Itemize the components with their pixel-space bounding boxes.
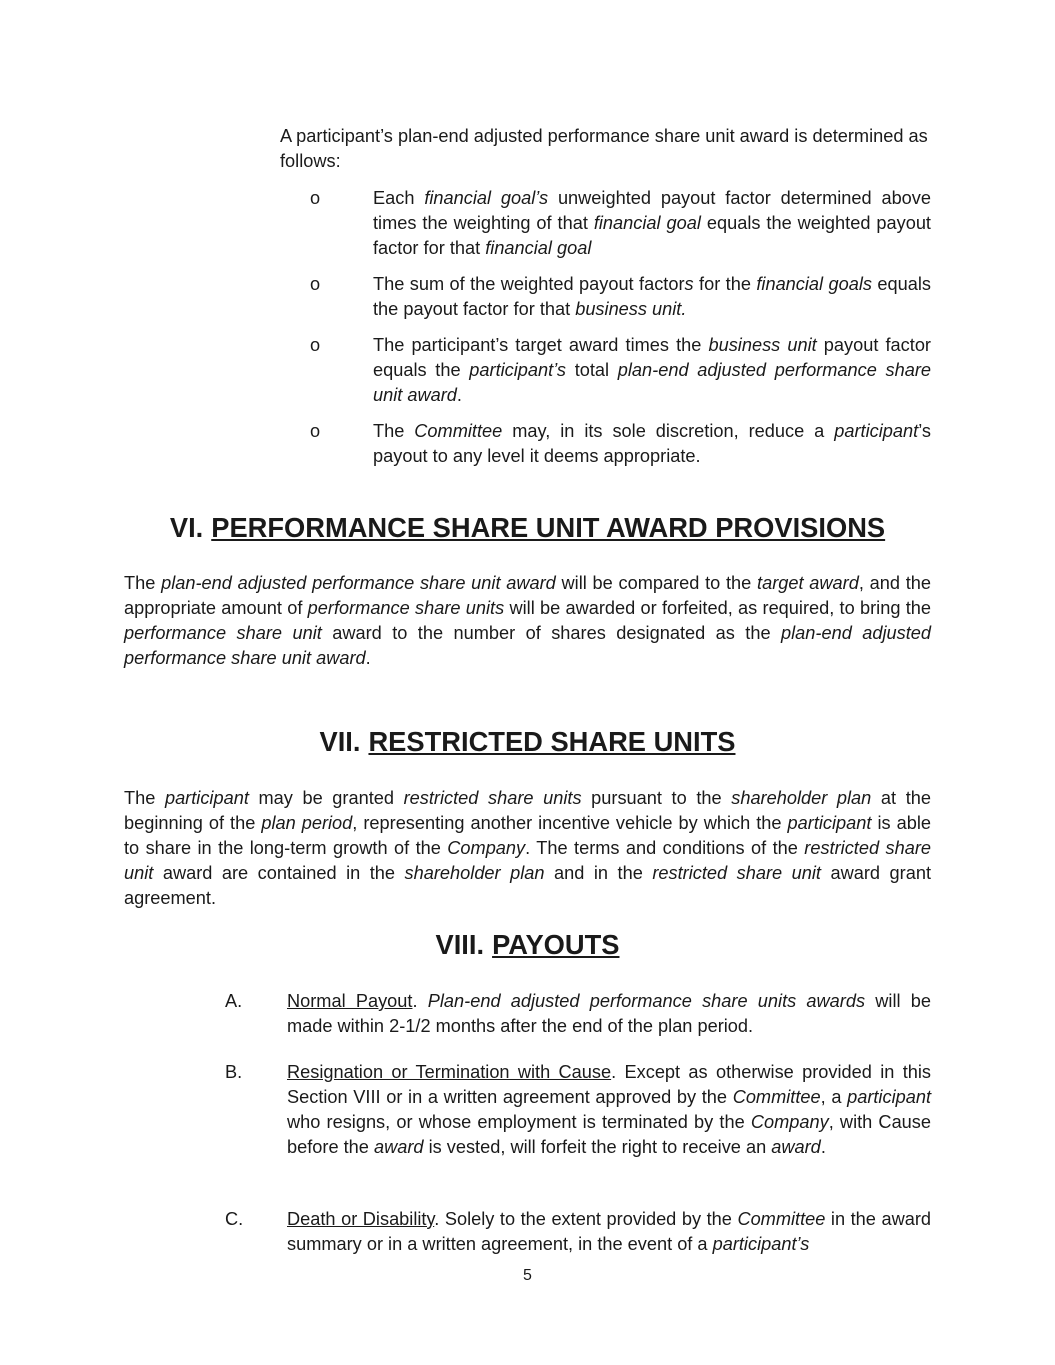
section-title: PERFORMANCE SHARE UNIT AWARD PROVISIONS [211,512,886,543]
section-number: VII. [319,726,361,757]
italic-term: financial goal’s [424,188,549,208]
text-run: , and the appropriate amount of [124,573,931,618]
text-run: equals the weighted payout factor for that [373,213,931,258]
italic-term: s [684,274,694,294]
italic-term: participant’s [469,360,566,380]
italic-term: Committee [414,421,503,441]
section-title: RESTRICTED SHARE UNITS [368,726,736,757]
text-run: total [566,360,618,380]
section-vi-paragraph [124,571,931,671]
italic-term: business unit [708,335,817,355]
text-run: . [365,648,371,668]
text-run: is vested, will forfeit the right to receive an [423,1137,772,1157]
italic-term: Committee [732,1087,821,1107]
text-run: for the [693,274,757,294]
text-run: The [124,788,165,808]
text-run: in the award summary or in a written agreement, in the event of a [287,1209,931,1254]
italic-term: Company [447,838,526,858]
section-number: VI. [169,512,204,543]
underlined-heading: Resignation or Termination with Cause [287,1062,612,1082]
text-run: The [124,573,162,593]
italic-term: target award [757,573,859,593]
text-run: The participant’s target award times the [373,335,709,355]
italic-term: restricted share units [403,788,582,808]
italic-term: performance share units [307,598,505,618]
bullet-text [373,272,931,322]
item-text [287,1207,931,1257]
text-run: is able to share in the long-term growth of the [124,813,931,858]
intro-paragraph: A participant’s plan-end adjusted performance share unit award is determined as follows: [280,126,928,171]
text-run: . Except as otherwise provided in this Section VIII or in a written agreement approved by the [287,1062,931,1107]
italic-term: financial goals [756,274,872,294]
text-run: will be compared to the [555,573,758,593]
text-run: . The terms and conditions of the [525,838,805,858]
text-run: The [373,421,415,441]
item-letter: B. [225,1062,243,1082]
bullet-marker: o [310,335,321,355]
text-run: , with Cause before the [287,1112,932,1157]
bullet-marker: o [310,274,321,294]
italic-term: performance share unit [124,623,322,643]
italic-term: plan-end adjusted performance share unit award [161,573,556,593]
underlined-heading: Normal Payout [287,991,413,1011]
italic-term: business unit. [575,299,687,319]
italic-term: financial goal [485,238,592,258]
section-number: VIII. [435,929,485,960]
italic-term: participant’s [712,1234,810,1254]
italic-term: award [771,1137,821,1157]
section-vii-paragraph [124,786,931,911]
text-run: may, in its sole discretion, reduce a [502,421,835,441]
bullet-text [373,186,931,261]
text-run: equals the payout factor for that [373,274,931,319]
section-heading-vi [0,512,1055,543]
text-run: . Solely to the extent provided by the [434,1209,738,1229]
text-run: payout factor equals the [373,335,931,380]
text-run: and in the [544,863,653,883]
text-run: pursuant to the [581,788,732,808]
text-run: The sum of the weighted payout factor [373,274,685,294]
text-run: will be made within 2-1/2 months after the end of the plan period. [287,991,932,1036]
text-run: ’s payout to any level it deems appropriate. [373,421,931,466]
text-run: will be awarded or forfeited, as required, to bring the [504,598,931,618]
text-run: . [456,385,462,405]
bullet-text [373,419,931,469]
italic-term: restricted share unit [124,838,931,883]
italic-term: financial goal [593,213,701,233]
text-run: unweighted payout factor determined above times the weighting of that [373,188,932,233]
bullet-text [373,333,931,408]
section-heading-viii [0,929,1055,960]
text-run: award to the number of shares designated as the [321,623,782,643]
italic-term: Plan-end adjusted performance share units awards [427,991,866,1011]
italic-term: participant [847,1087,932,1107]
text-run: , a [820,1087,848,1107]
text-run: . [820,1137,826,1157]
text-run: award grant agreement. [124,863,931,908]
italic-term: restricted share unit [652,863,821,883]
page-number: 5 [523,1267,532,1284]
section-title: PAYOUTS [492,929,620,960]
italic-term: plan-end adjusted performance share unit award [124,623,931,668]
item-letter: C. [225,1209,244,1229]
text-run: at the beginning of the [124,788,931,833]
italic-term: shareholder plan [404,863,545,883]
italic-term: award [373,1137,424,1157]
text-run: award are contained in the [153,863,405,883]
text-run: may be granted [248,788,404,808]
italic-term: Committee [737,1209,826,1229]
item-text [287,989,931,1039]
text-run: who resigns, or whose employment is terminated by the [287,1112,751,1132]
text-run: . [412,991,428,1011]
italic-term: participant [787,813,872,833]
italic-term: plan period [261,813,353,833]
section-heading-vii [0,726,1055,757]
text-run: Each [373,188,425,208]
item-text [287,1060,931,1160]
bullet-marker: o [310,421,321,441]
italic-term: Company [750,1112,829,1132]
italic-term: participant [164,788,249,808]
italic-term: plan-end adjusted performance share unit award [373,360,932,405]
underlined-heading: Death or Disability [287,1209,435,1229]
italic-term: participant [834,421,919,441]
italic-term: shareholder plan [731,788,872,808]
text-run: , representing another incentive vehicle by which the [352,813,788,833]
bullet-marker: o [310,188,321,208]
item-letter: A. [225,991,243,1011]
